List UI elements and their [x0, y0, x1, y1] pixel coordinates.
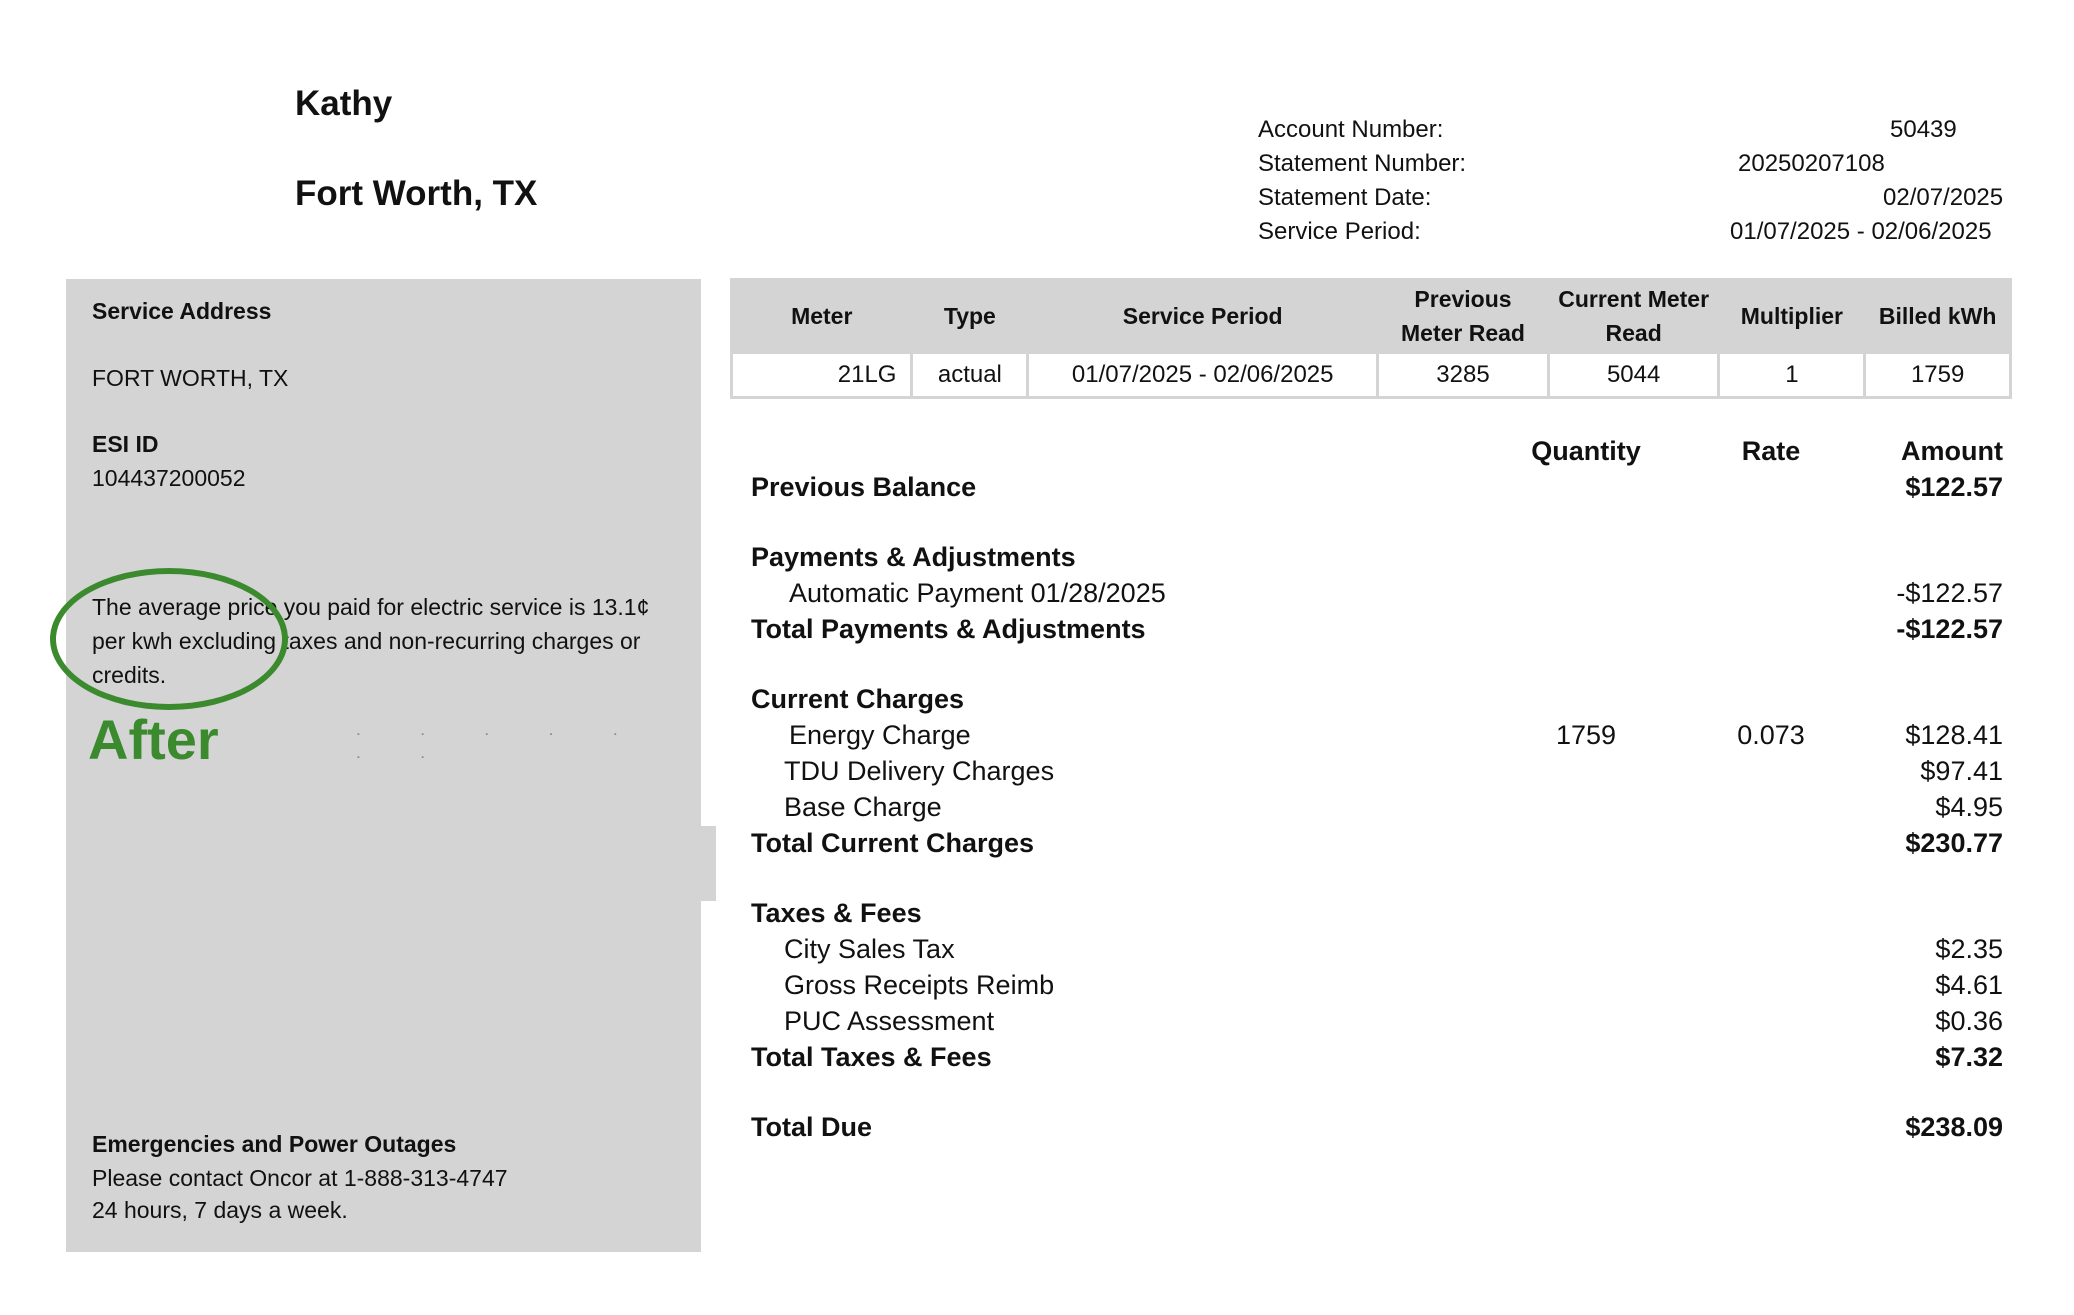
account-number-value: 50439 — [1890, 116, 1957, 143]
header-previous-meter-read: Previous Meter Read — [1379, 281, 1547, 351]
taxes-title: Taxes & Fees — [751, 898, 922, 928]
tdu-delivery-row — [751, 756, 2003, 792]
col-amount: Amount — [1901, 436, 2003, 466]
statement-date-row — [1258, 184, 2018, 218]
tdu-delivery-label: TDU Delivery Charges — [784, 756, 1055, 786]
statement-number-row — [1258, 150, 2018, 184]
puc-assessment-amount: $0.36 — [1935, 1006, 2003, 1036]
auto-payment-row — [751, 578, 2003, 614]
energy-charge-quantity: 1759 — [1555, 720, 1617, 750]
header-type: Type — [913, 281, 1026, 351]
total-payments-label: Total Payments & Adjustments — [751, 614, 1146, 644]
city-tax-row — [751, 934, 2003, 970]
cell-current-read: 5044 — [1550, 354, 1718, 396]
cell-service-period: 01/07/2025 - 02/06/2025 — [1029, 354, 1376, 396]
energy-charge-rate: 0.073 — [1737, 720, 1805, 750]
city-tax-amount: $2.35 — [1935, 934, 2003, 964]
total-current-row — [751, 828, 2003, 864]
panel-tab — [701, 826, 716, 901]
header-meter: Meter — [733, 281, 910, 351]
total-due-row — [751, 1112, 2003, 1148]
city-tax-label: City Sales Tax — [784, 934, 955, 964]
puc-assessment-row — [751, 1006, 2003, 1042]
base-charge-row — [751, 792, 2003, 828]
previous-balance-row — [751, 472, 2003, 508]
energy-charge-label: Energy Charge — [789, 720, 971, 750]
service-period-value: 01/07/2025 - 02/06/2025 — [1730, 218, 1992, 245]
customer-city: Fort Worth, TX — [295, 174, 538, 213]
meter-data-row — [733, 354, 2009, 396]
statement-date-value: 02/07/2025 — [1883, 184, 2004, 211]
emergency-title: Emergencies and Power Outages — [92, 1131, 457, 1157]
gross-receipts-row — [751, 970, 2003, 1006]
annotation-circle — [50, 568, 288, 710]
cell-previous-read: 3285 — [1379, 354, 1547, 396]
energy-charge-row — [751, 720, 2003, 756]
col-rate: Rate — [1741, 436, 1801, 466]
header-service-period: Service Period — [1029, 281, 1376, 351]
previous-balance-amount: $122.57 — [1905, 472, 2003, 502]
esi-id-value: 104437200052 — [92, 465, 246, 491]
base-charge-amount: $4.95 — [1935, 792, 2003, 822]
account-number-row — [1258, 116, 2018, 150]
total-payments-row — [751, 614, 2003, 650]
payments-title: Payments & Adjustments — [751, 542, 1076, 572]
total-due-amount: $238.09 — [1905, 1112, 2003, 1142]
meter-header-row — [733, 281, 2009, 351]
faint-marks: ˙ ˙ ˙ ˙ ˙ ˙ ˙ — [356, 731, 646, 776]
energy-charge-amount: $128.41 — [1905, 720, 2003, 750]
average-price-text: The average price you paid for electric service is 13.1¢ per kwh excluding taxes and non-recurring charges or credits. — [92, 594, 650, 688]
cell-billed-kwh: 1759 — [1866, 354, 2009, 396]
statement-number-value: 20250207108 — [1738, 150, 1885, 177]
total-taxes-amount: $7.32 — [1935, 1042, 2003, 1072]
cell-type: actual — [913, 354, 1026, 396]
current-charges-title: Current Charges — [751, 684, 965, 714]
total-current-amount: $230.77 — [1905, 828, 2003, 858]
meter-table — [730, 278, 2012, 399]
statement-number-label: Statement Number: — [1258, 150, 1467, 177]
charges-section — [751, 436, 2003, 1148]
previous-balance-label: Previous Balance — [751, 472, 977, 502]
service-info-panel — [66, 279, 701, 1252]
total-payments-amount: -$122.57 — [1896, 614, 2003, 644]
total-taxes-label: Total Taxes & Fees — [751, 1042, 992, 1072]
service-period-label: Service Period: — [1258, 218, 1421, 245]
gross-receipts-label: Gross Receipts Reimb — [784, 970, 1055, 1000]
cell-multiplier: 1 — [1720, 354, 1863, 396]
total-current-label: Total Current Charges — [751, 828, 1035, 858]
col-quantity: Quantity — [1531, 436, 1641, 466]
emergency-line2: 24 hours, 7 days a week. — [92, 1197, 348, 1223]
auto-payment-amount: -$122.57 — [1896, 578, 2003, 608]
header-multiplier: Multiplier — [1720, 281, 1863, 351]
current-charges-title-row — [751, 684, 2003, 720]
payments-title-row — [751, 542, 2003, 578]
header-billed-kwh: Billed kWh — [1866, 281, 2009, 351]
tdu-delivery-amount: $97.41 — [1920, 756, 2003, 786]
customer-name: Kathy — [295, 84, 393, 123]
total-taxes-row — [751, 1042, 2003, 1078]
after-label: After — [88, 708, 219, 771]
account-number-label: Account Number: — [1258, 116, 1444, 143]
base-charge-label: Base Charge — [784, 792, 942, 822]
header-current-meter-read: Current Meter Read — [1550, 281, 1718, 351]
auto-payment-label: Automatic Payment 01/28/2025 — [789, 578, 1166, 608]
service-address-title: Service Address — [92, 298, 272, 324]
emergency-line1: Please contact Oncor at 1-888-313-4747 — [92, 1165, 508, 1191]
account-info — [1258, 116, 2018, 252]
esi-id-title: ESI ID — [92, 431, 159, 457]
service-address-value: FORT WORTH, TX — [92, 365, 289, 391]
statement-date-label: Statement Date: — [1258, 184, 1432, 211]
puc-assessment-label: PUC Assessment — [784, 1006, 995, 1036]
cell-meter: 21LG — [733, 354, 910, 396]
total-due-label: Total Due — [751, 1112, 872, 1142]
taxes-title-row — [751, 898, 2003, 934]
charges-header-row — [751, 436, 2003, 472]
gross-receipts-amount: $4.61 — [1935, 970, 2003, 1000]
service-period-row — [1258, 218, 2018, 252]
